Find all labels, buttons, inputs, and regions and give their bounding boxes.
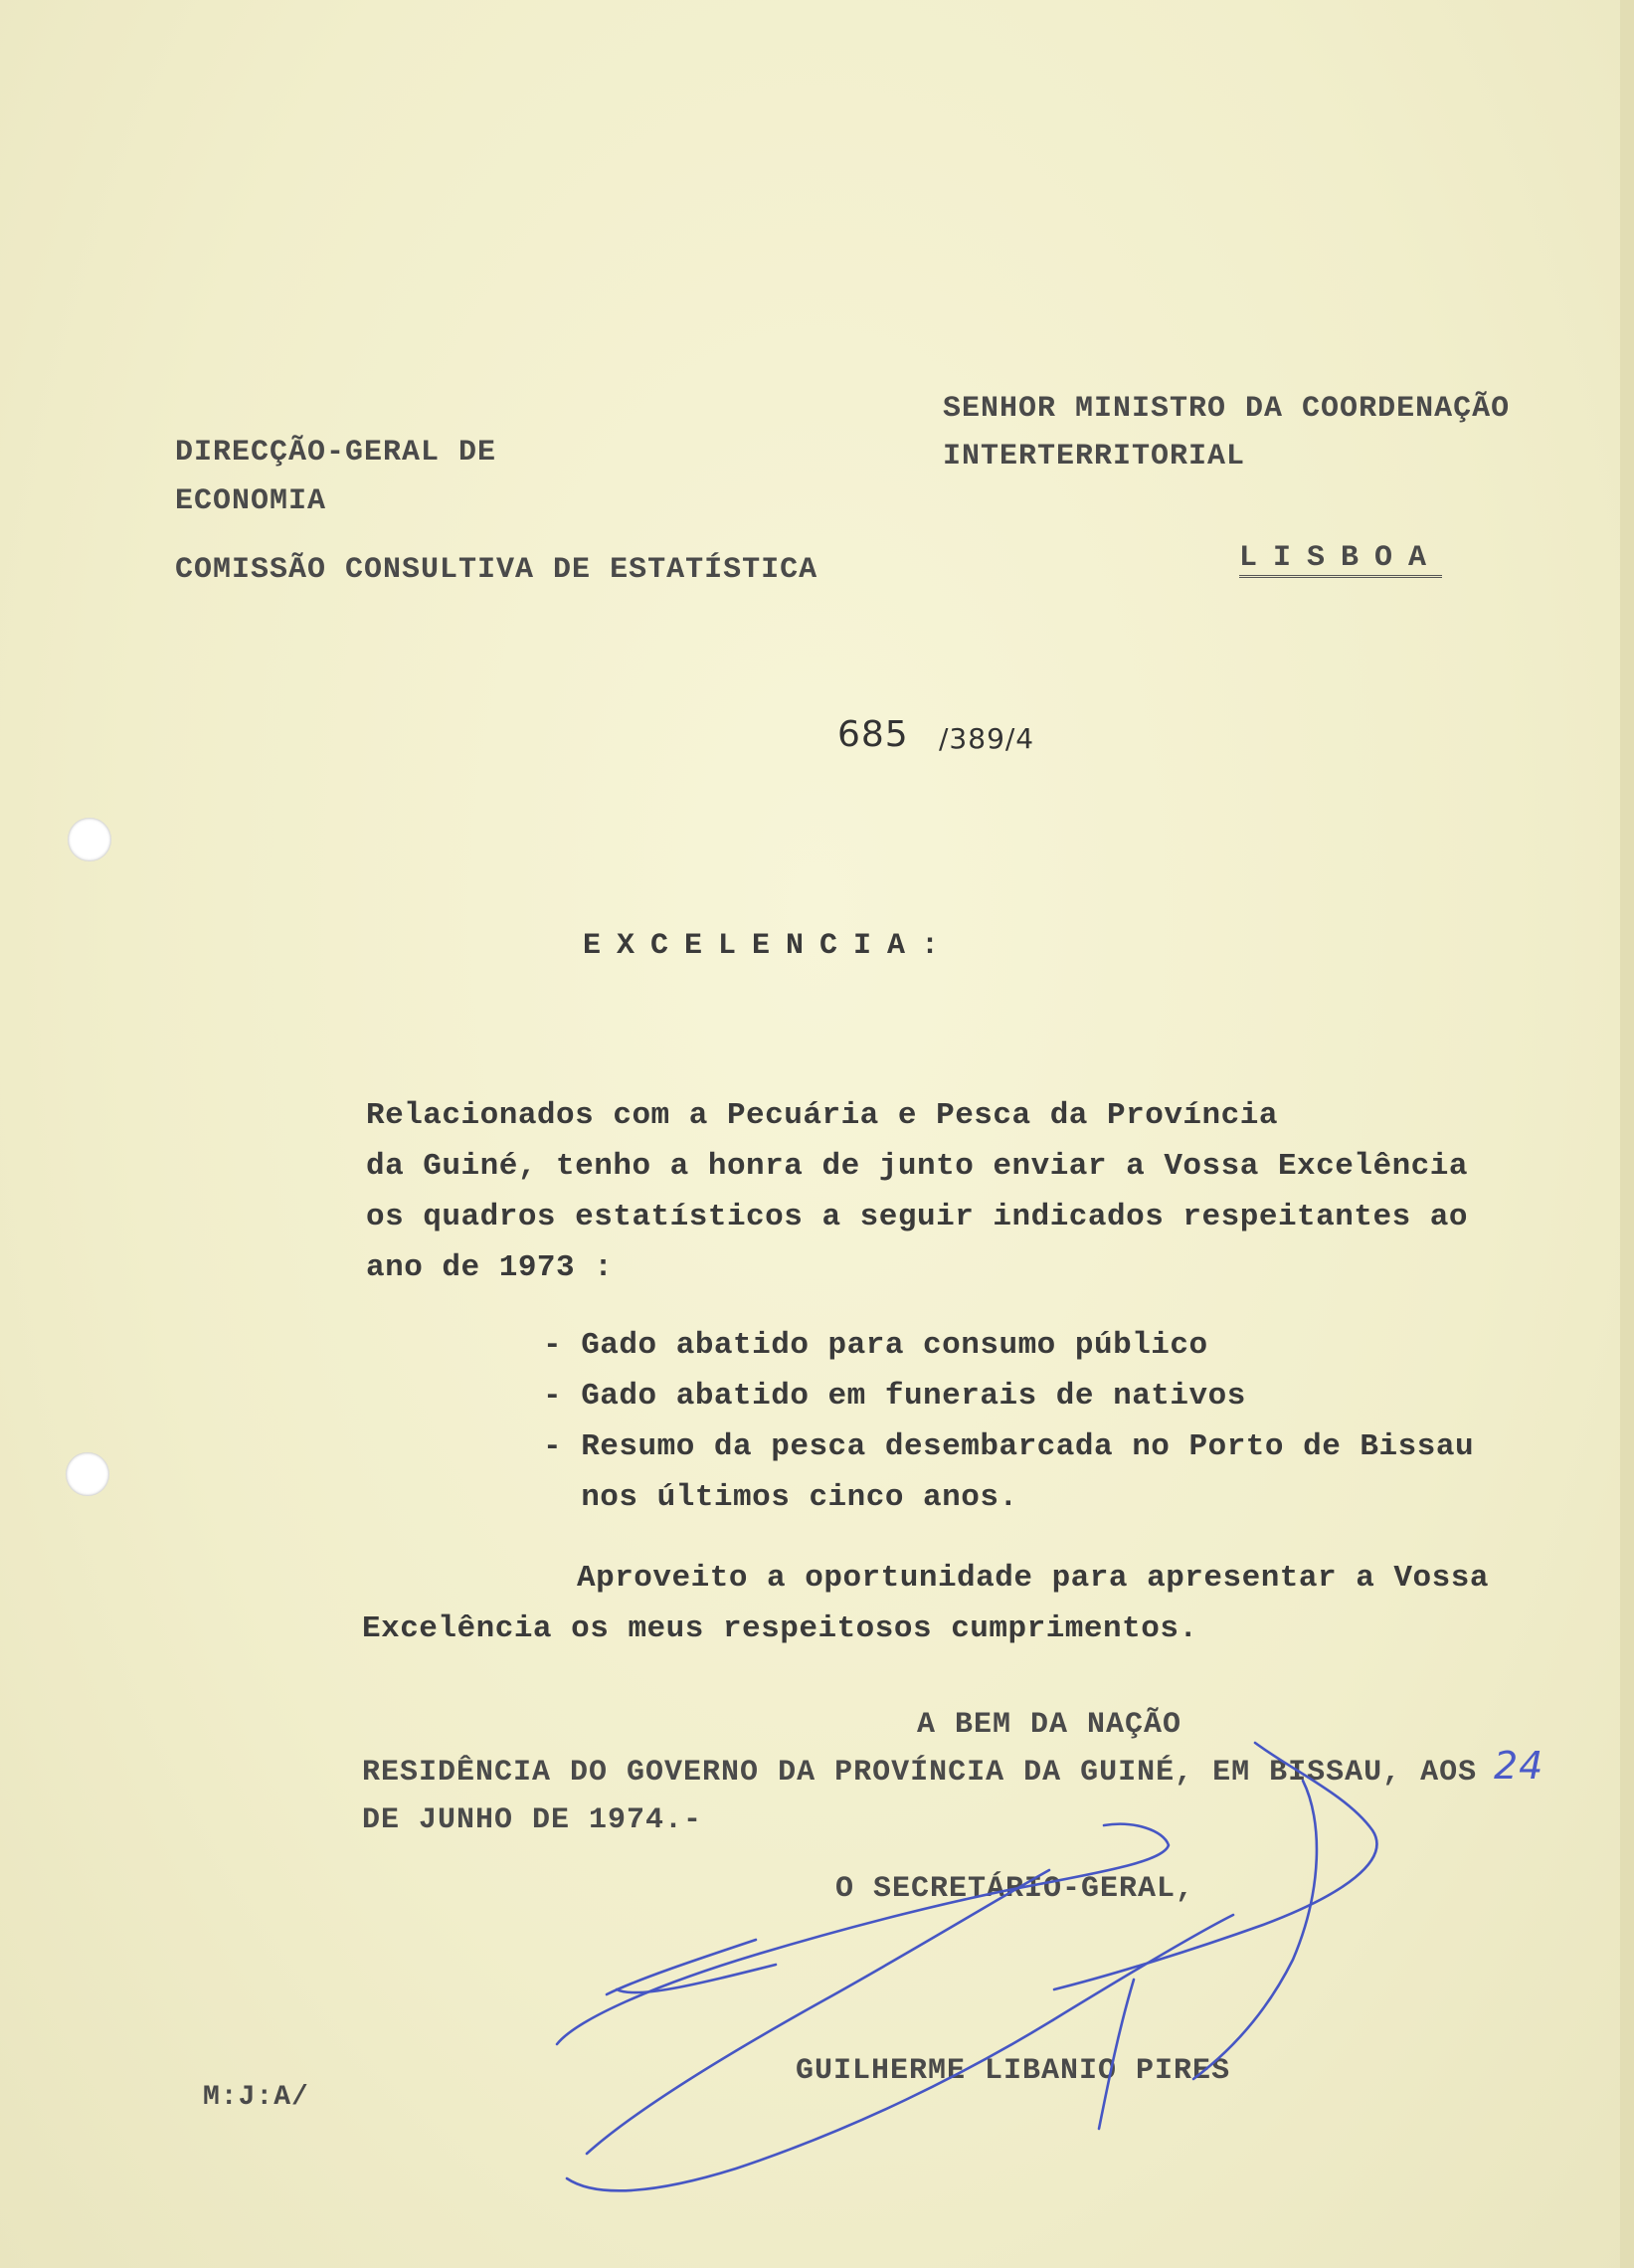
paragraph-2-line-2: Excelência os meus respeitosos cumprimentos. [362, 1611, 1198, 1646]
typist-initials: M:J:A/ [203, 2082, 309, 2113]
list-item: - Gado abatido para consumo público [543, 1328, 1208, 1363]
list-item-continuation: nos últimos cinco anos. [543, 1480, 1018, 1515]
sender-line-2: ECONOMIA [175, 484, 327, 518]
recipient-line-2: INTERTERRITORIAL [943, 440, 1246, 473]
reference-suffix: /389/4 [939, 722, 1035, 755]
list-item: - Resumo da pesca desembarcada no Porto de Bissau [543, 1429, 1475, 1464]
paragraph-2-line-1: Aproveito a oportunidade para apresentar a Vossa [577, 1561, 1489, 1596]
salutation: EXCELENCIA: [583, 929, 956, 963]
handwritten-day: 24 [1494, 1744, 1544, 1788]
recipient-line-1: SENHOR MINISTRO DA COORDENAÇÃO [943, 392, 1511, 426]
signatory-name: GUILHERME LIBANIO PIRES [796, 2054, 1231, 2088]
closing-place-line-2: DE JUNHO DE 1974.- [362, 1803, 703, 1837]
list-item: - Gado abatido em funerais de nativos [543, 1379, 1246, 1414]
closing-place-line-1: RESIDÊNCIA DO GOVERNO DA PROVÍNCIA DA GUINÉ, EM BISSAU, AOS [362, 1756, 1478, 1790]
closing-motto: A BEM DA NAÇÃO [917, 1708, 1182, 1742]
closing-title: O SECRETÁRIO-GERAL, [835, 1872, 1195, 1906]
sender-line-3: COMISSÃO CONSULTIVA DE ESTATÍSTICA [175, 553, 818, 587]
reference-number: 685 [837, 714, 909, 755]
paragraph-1-line-1: Relacionados com a Pecuária e Pesca da Província [366, 1098, 1278, 1133]
paragraph-1-line-2: da Guiné, tenho a honra de junto enviar a Vossa Excelência [366, 1149, 1468, 1184]
paragraph-1-line-4: ano de 1973 : [366, 1250, 614, 1285]
paragraph-1-line-3: os quadros estatísticos a seguir indicados respeitantes ao [366, 1200, 1468, 1234]
recipient-city: LISBOA [1239, 541, 1442, 578]
sender-line-1: DIRECÇÃO-GERAL DE [175, 436, 497, 470]
